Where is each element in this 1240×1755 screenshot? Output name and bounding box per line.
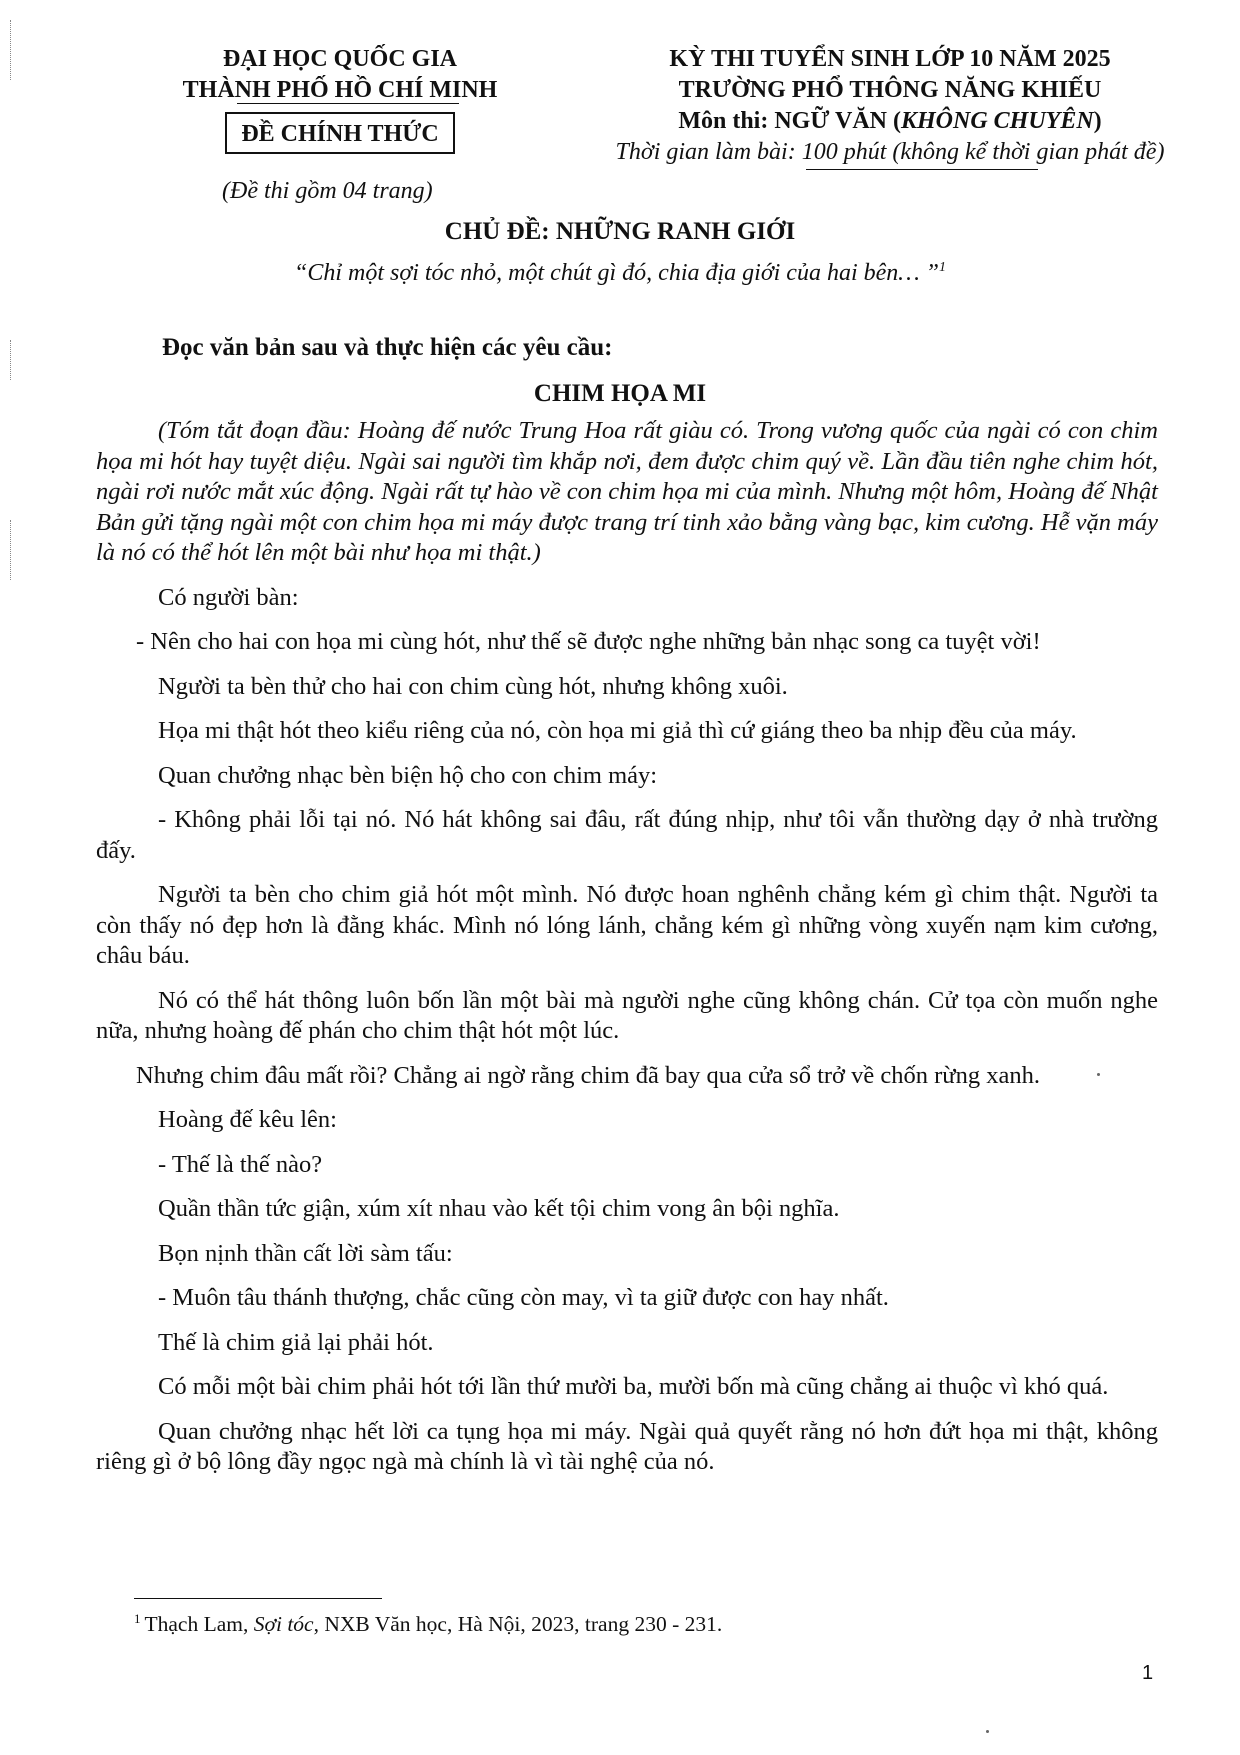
story-paragraph: - Muôn tâu thánh thượng, chắc cũng còn may, vì ta giữ được con hay nhất. [158, 1284, 889, 1311]
page-number: 1 [1142, 1662, 1154, 1684]
university-header [160, 44, 520, 154]
summary-paragraph: (Tóm tắt đoạn đầu: Hoàng đế nước Trung Hoa rất giàu có. Trong vương quốc của ngài có con chim họa mi hót hay tuyệt diệu. Ngài sai người tìm khắp nơi, đem được chim quý về. Lần đầu tiên nghe chim hót, ngài rơi nước mắt xúc động. Ngài rất tự hào về con chim họa mi của mình. Nhưng một hôm, Hoàng đế Nhật Bản gửi tặng ngài một con chim họa mi máy được trang trí tinh xảo bằng vàng bạc, kim cương. Hễ vặn máy là nó có thể hót lên một bài như họa mi thật.) [96, 417, 1158, 566]
scan-artifact [10, 20, 12, 80]
footnote-ref: 1 [938, 260, 946, 275]
footnote-divider [134, 1598, 382, 1599]
exam-header [560, 44, 1220, 168]
story-paragraph: Bọn nịnh thần cất lời sàm tấu: [158, 1239, 453, 1267]
subject-line: Môn thi: NGỮ VĂN (KHÔNG CHUYÊN) [678, 108, 1102, 134]
official-exam-label: ĐỀ CHÍNH THỨC [241, 121, 439, 147]
scan-speck [986, 1730, 989, 1733]
story-paragraph: Có mỗi một bài chim phải hót tới lần thứ mười ba, mười bốn mà cũng chẳng ai thuộc vì khó quá. [158, 1373, 1109, 1400]
story-paragraph: - Nên cho hai con họa mi cùng hót, như thế sẽ được nghe những bản nhạc song ca tuyệt vời! [136, 628, 1041, 655]
story-paragraph: Có người bàn: [158, 583, 299, 611]
story-paragraph: - Không phải lỗi tại nó. Nó hát không sai đâu, rất đúng nhịp, như tôi vẫn thường dạy ở nhà trường đấy. [96, 806, 1158, 864]
story-paragraph: - Thế là thế nào? [158, 1150, 323, 1178]
scan-artifact [10, 340, 12, 380]
story-paragraph: Quan chưởng nhạc hết lời ca tụng họa mi máy. Ngài quả quyết rằng nó hơn đứt họa mi thật, không riêng gì ở bộ lông đầy ngọc ngà mà chính là vì tài nghệ của nó. [96, 1417, 1158, 1475]
story-paragraph: Hoàng đế kêu lên: [158, 1106, 337, 1133]
reading-instruction: Đọc văn bản sau và thực hiện các yêu cầu: [162, 334, 613, 361]
exam-title: KỲ THI TUYỂN SINH LỚP 10 NĂM 2025 [669, 46, 1111, 72]
pages-note: (Đề thi gồm 04 trang) [222, 178, 433, 204]
city-name: THÀNH PHỐ HỒ CHÍ MINH [182, 77, 498, 103]
story-paragraph: Nhưng chim đâu mất rồi? Chẳng ai ngờ rằng chim đã bay qua cửa sổ trở về chốn rừng xanh. [136, 1061, 1040, 1089]
story-paragraph: Quần thần tức giận, xúm xít nhau vào kết tội chim vong ân bội nghĩa. [158, 1195, 840, 1222]
story-paragraph: Thế là chim giả lại phải hót. [158, 1328, 434, 1356]
story-paragraph: Quan chưởng nhạc bèn biện hộ cho con chim máy: [158, 761, 658, 789]
header-underline-left [237, 103, 459, 104]
epigraph: “Chỉ một sợi tóc nhỏ, một chút gì đó, chia địa giới của hai bên… ”$^1$ [294, 260, 946, 286]
scan-speck [1097, 1073, 1100, 1076]
scan-artifact [10, 520, 12, 580]
header-underline-right [806, 169, 1038, 170]
story-paragraph: Họa mi thật hót theo kiểu riêng của nó, còn họa mi giả thì cứ giáng theo ba nhịp đều của máy. [158, 717, 1077, 744]
university-name: ĐẠI HỌC QUỐC GIA [222, 46, 457, 72]
footnote: $^1$ Thạch Lam, Sợi tóc, NXB Văn học, Hà Nội, 2023, trang 230 - 231. [134, 1611, 723, 1637]
story-paragraph: Người ta bèn cho chim giả hót một mình. Nó được hoan nghênh chẳng kém gì chim thật. Người ta còn thấy nó đẹp hơn là đằng khác. Mình nó lóng lánh, chẳng kém gì những vòng xuyến nạm kim cương, châu báu. [96, 881, 1158, 969]
time-note: Thời gian làm bài: 100 phút (không kể thời gian phát đề) [615, 139, 1165, 165]
school-name: TRƯỜNG PHỔ THÔNG NĂNG KHIẾU [678, 77, 1102, 103]
story-paragraph: Nó có thể hát thông luôn bốn lần một bài mà người nghe cũng không chán. Cử tọa còn muốn nghe nữa, nhưng hoàng đế phán cho chim thật hót một lúc. [96, 986, 1158, 1044]
official-exam-badge [225, 112, 454, 154]
story-title: CHIM HỌA MI [533, 380, 707, 407]
story-paragraph: Người ta bèn thử cho hai con chim cùng hót, nhưng không xuôi. [158, 672, 788, 700]
topic-heading: CHỦ ĐỀ: NHỮNG RANH GIỚI [444, 218, 796, 245]
story-text [96, 416, 1158, 1492]
